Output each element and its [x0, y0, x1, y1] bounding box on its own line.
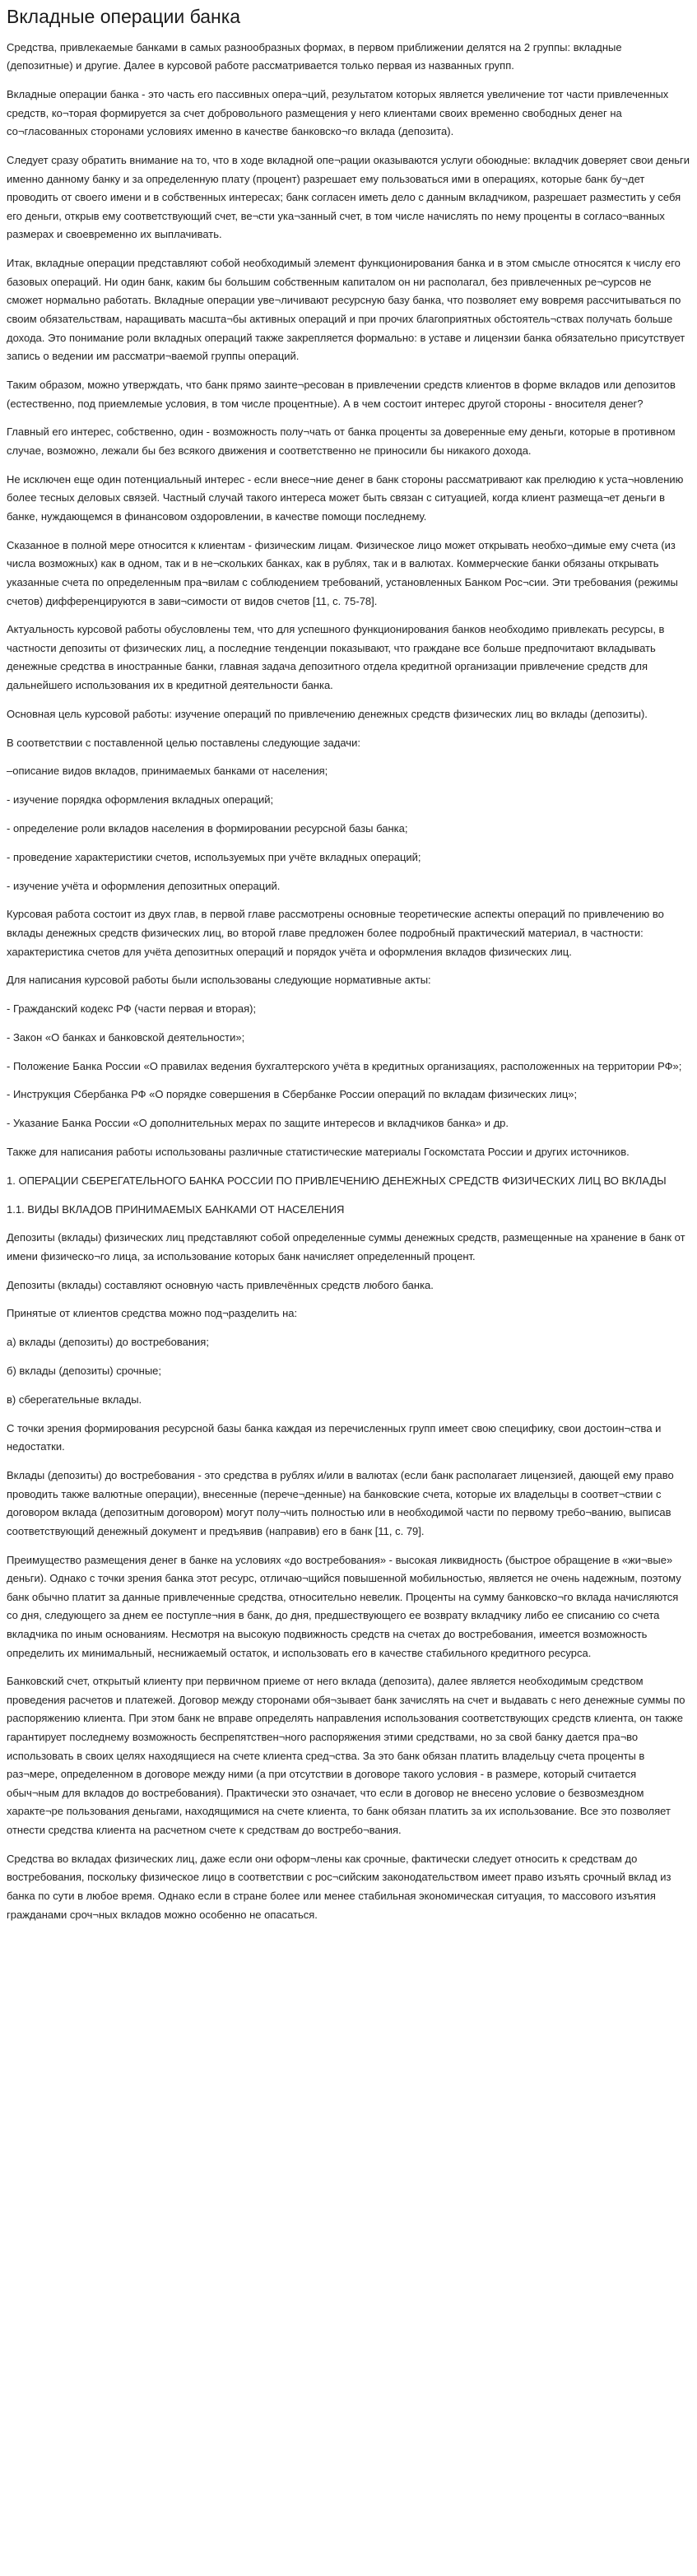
paragraph: Актуальность курсовой работы обусловлены тем, что для успешного функционирования банков необходимо привлекать ресурсы, в частности депозиты от физических лиц, а последние тенденции показывают, что граждане все больше предпочитают вкладывать денежные средства в иностранные банки, главная задача депозитного отдела кредитной организации привлечение средств для дальнейшего использования их в кредитной деятельности банка.	[7, 623, 665, 692]
paragraph: Следует сразу обратить внимание на то, что в ходе вкладной опе¬рации оказываются услуги обоюдные: вкладчик доверяет свои деньги именно данному банку и за определенную плату (процент) разрешает ему пользоваться ими в операциях, которые банк бу¬дет проводить от своего имени и в собственных интересах; банк согласен иметь дело с данным вкладчиком, разрешает разместить у себя его деньги, открыв ему соответствующий счет, ве¬сти ука¬занный счет, в том числе начислять по нему проценты в согласо¬ванных размерах и своевременно их выплачивать.	[7, 154, 690, 241]
paragraph: Преимущество размещения денег в банке на условиях «до востребования» - высокая ликвидность (быстрое обращение в «жи¬вые» деньги). Однако с точки зрения банка этот ресурс, отличаю¬щийся повышенной мобильностью, является не очень надежным, поэтому банк обычно платит за данные привлеченные средства, относительно невелик. Проценты на сумму банковско¬го вклада начисляются со дня, следующего за днем ее поступле¬ния в банк, до дня, предшествующего ее возврату вкладчику либо ее списанию со счета вкладчика по иным основаниям. Несмотря на высокую подвижность средств на счетах до востребования, имеется возможность определить их минимальный, неснижаемый остаток, и использовать его в качестве стабильного кредитного ресурса.	[7, 1553, 681, 1659]
paragraph: Итак, вкладные операции представляют собой необходимый элемент функционирования банка и в этом смысле относятся к числу его базовых операций. Ни один банк, каким бы большим собственным капиталом он ни располагал, без привлеченных ре¬сурсов не сможет нормально работать. Вкладные операции уве¬личивают ресурсную базу банка, что позволяет ему вовремя рассчитываться по своим обязательствам, наращивать масшта¬бы активных операций и при прочих благоприятных обстоятель¬ствах получать больше дохода. Это понимание роли вкладных операций также закрепляется формально: в уставе и лицензии банка обязательно присутствует запись о ведении им рассматри¬ваемой группы операций.	[7, 257, 685, 363]
paragraph: - изучение порядка оформления вкладных операций;	[7, 793, 274, 807]
paragraph: Депозиты (вклады) физических лиц представляют собой определенные суммы денежных средств, размещенные на хранение в банк от имени физическо¬го лица, за использование которых банк начисляет определенный процент.	[7, 1231, 685, 1262]
paragraph: Основная цель курсовой работы: изучение операций по привлечению денежных средств физических лиц во вклады (депозиты).	[7, 707, 648, 720]
paragraph: В соответствии с поставленной целью поставлены следующие задачи:	[7, 736, 360, 749]
paragraph: Банковский счет, открытый клиенту при первичном приеме от него вклада (депозита), далее является необходимым средством проведения расчетов и платежей. Договор между сторонами обя¬зывает банк зачислять на счет и выдавать с него денежные суммы по распоряжению клиента. При этом банк не вправе определять направления использования соответствующих средств клиента, он также гарантирует последнему возможность беспрепятствен¬ного распоряжения этими средствами, но за свой банку дается пра¬во использовать в своих целях находящиеся на счете клиента сред¬ства. За это банк обязан платить владельцу счета проценты в раз¬мере, определенном в договоре между ними (а при отсутствии в договоре такого условия - в размере, который считается обыч¬ным для вкладов до востребования). Практически это означает, что если в договор не внесено условие о безвозмездном характе¬ре пользования деньгами, находящимися на счете клиента, то банк обязан платить за их использование. Все это позволяет отнести средства клиента на расчетном счете к средствам до востребо¬вания.	[7, 1675, 685, 1837]
paragraph: - проведение характеристики счетов, используемых при учёте вкладных операций;	[7, 850, 421, 863]
paragraph: Вкладные операции банка - это часть его пассивных опера¬ций, результатом которых является увеличение тот части привлеченных средств, ко¬торая формируется за счет добровольного размещения у него клиентами своих временно свободных денег на со¬гласованных сторонами условиях именно в качестве банковско¬го вклада (депозита).	[7, 88, 669, 138]
paragraph: Таким образом, можно утверждать, что банк прямо заинте¬ресован в привлечении средств клиентов в форме вкладов или депозитов (естественно, под приемлемые условия, в том числе процентные). А в чем состоит интерес другой стороны - вносителя денег?	[7, 379, 676, 410]
paragraph: Курсовая работа состоит из двух глав, в первой главе рассмотрены основные теоретические аспекты операций по привлечению во вклады денежных средств физических лиц, во второй главе предложен более подробный практический материал, в частности: характеристика счетов для учёта депозитных операций и порядок учёта и оформления вкладов физических лиц.	[7, 908, 664, 958]
document-body	[7, 39, 690, 1924]
paragraph: Средства, привлекаемые банками в самых разнообразных формах, в первом приближении делятся на 2 группы: вкладные (депозитные) и другие. Далее в курсовой работе рассматривается только первая из названных групп.	[7, 40, 622, 72]
paragraph: Средства во вкладах физических лиц, даже если они оформ¬лены как срочные, фактически следует относить к средствам до востребования, поскольку физическое лицо в соответствии с рос¬сийским законодательством имеет право изъять срочный вклад из банка по сути в любое время. Однако если в стране более или менее стабильная экономическая ситуация, то массового изъятия гражданами сроч¬ных вкладов можно особенно не опасаться.	[7, 1852, 671, 1921]
paragraph: - Положение Банка России «О правилах ведения бухгалтерского учёта в кредитных организациях, расположенных на территории РФ»;	[7, 1059, 682, 1072]
paragraph: Принятые от клиентов средства можно под¬разделить на:	[7, 1307, 298, 1320]
paragraph: Главный его интерес, собственно, один - возможность полу¬чать от банка проценты за доверенные ему деньги, которые в противном случае, возможно, лежали бы без всякого движения и соответственно не приносили бы никакого дохода.	[7, 425, 676, 457]
paragraph: С точки зрения формирования ресурсной базы банка каждая из перечисленных групп имеет свою специфику, свои достоин¬ства и недостатки.	[7, 1421, 662, 1453]
paragraph: - Указание Банка России «О дополнительных мерах по защите интересов и вкладчиков банка» и др.	[7, 1117, 509, 1130]
paragraph: Не исключен еще один потенциальный интерес - если внесе¬ние денег в банк стороны рассматривают как прелюдию к уста¬новлению более тесных деловых связей. Частный случай такого интереса может быть связан с ситуацией, когда клиент размеща¬ет деньги в банке, нуждающемся в финансовом оздоровлении, в качестве помощи последнему.	[7, 472, 684, 523]
paragraph: Сказанное в полной мере относится к клиентам - физическим лицам. Физическое лицо может открывать необхо¬димые ему счета (из числа возможных) как в одном, так и в не¬скольких банках, как в рублях, так и в валютах. Коммерческие банки обязаны открывать указанные счета по определенным пра¬вилам с соблюдением требований, установленных Банком Рос¬сии. Эти требования (режимы счетов) дифференцируются в зави¬симости от видов счетов [11, с. 75-78].	[7, 538, 678, 607]
page-title: Вкладные операции банка	[7, 6, 241, 27]
paragraph: - Гражданский кодекс РФ (части первая и вторая);	[7, 1002, 257, 1016]
paragraph: Для написания курсовой работы были использованы следующие нормативные акты:	[7, 974, 431, 987]
paragraph: 1.1. ВИДЫ ВКЛАДОВ ПРИНИМАЕМЫХ БАНКАМИ ОТ НАСЕЛЕНИЯ	[7, 1202, 345, 1216]
paragraph: - определение роли вкладов населения в формировании ресурсной базы банка;	[7, 821, 408, 835]
paragraph: Также для написания работы использованы различные статистические материалы Госкомстата России и других источников.	[7, 1145, 630, 1158]
paragraph: а) вклады (депозиты) до востребования;	[7, 1336, 209, 1349]
paragraph: –описание видов вкладов, принимаемых банками от населения;	[7, 765, 328, 778]
paragraph: в) сберегательные вклады.	[7, 1393, 142, 1406]
paragraph: - Инструкция Сбербанка РФ «О порядке совершения в Сбербанке России операций по вкладам физических лиц»;	[7, 1088, 578, 1101]
paragraph: б) вклады (депозиты) срочные;	[7, 1365, 162, 1378]
paragraph: - изучение учёта и оформления депозитных операций.	[7, 879, 281, 892]
paragraph: Вклады (депозиты) до востребования - это средства в рублях и/или в валютах (если банк располагает лицензией, дающей ему право проводить также валютные операции), внесенные (перече¬денные) на банковские счета, которые их владельцы в соответ¬ствии с договором вклада (депозитным договором) могут полу¬чить полностью или в необходимой части по первому требо¬ванию, выписав соответствующий денежный документ и предъявив (направив) его в банк [11, с. 79].	[7, 1468, 674, 1537]
paragraph: Депозиты (вклады) составляют основную часть привлечённых средств любого банка.	[7, 1278, 434, 1291]
paragraph: 1. ОПЕРАЦИИ СБЕРЕГАТЕЛЬНОГО БАНКА РОССИИ ПО ПРИВЛЕЧЕНИЮ ДЕНЕЖНЫХ СРЕДСТВ ФИЗИЧЕСКИХ ЛИЦ ВО ВКЛАДЫ	[7, 1174, 667, 1187]
paragraph: - Закон «О банках и банковской деятельности»;	[7, 1030, 245, 1044]
